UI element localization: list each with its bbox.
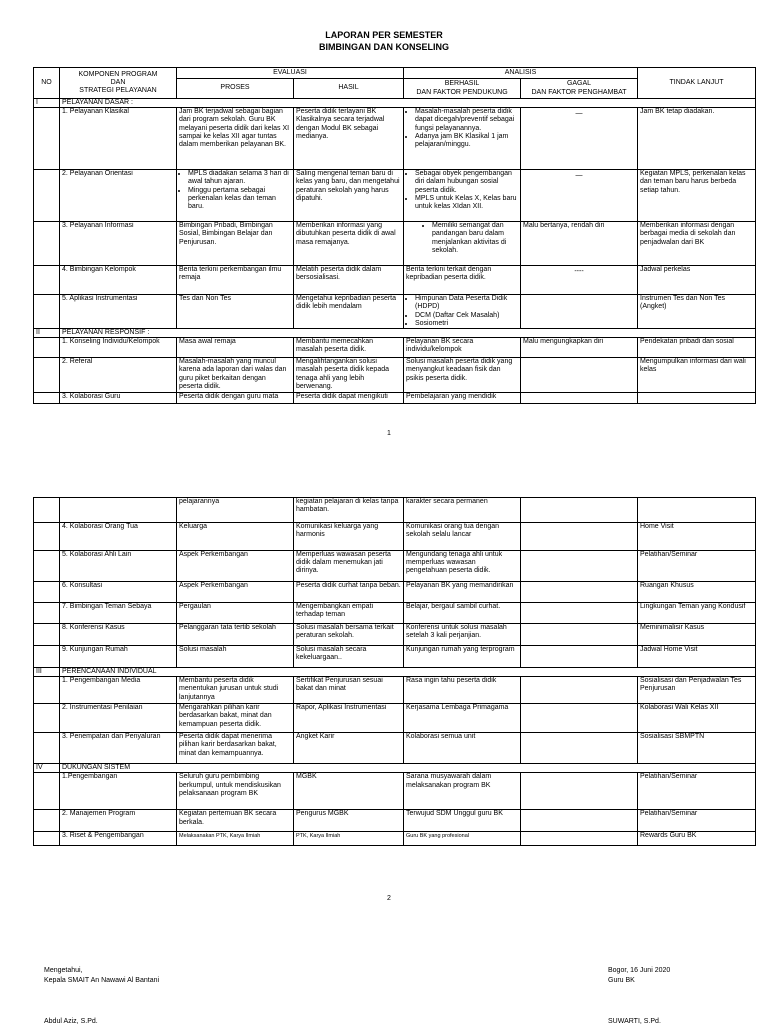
cell-hasil: Melatih peserta didik dalam bersosialisasi. [294,266,404,295]
signature-left-line1: Mengetahui, [44,967,83,974]
cell-gagal: Malu mengungkapkan diri [521,338,638,358]
cell-komponen: 1. Konseling Individu/Kelompok [60,338,177,358]
cell-berhasil: Rasa ingin tahu peserta didik [404,677,521,704]
header-komponen [60,68,177,99]
cell-berhasil: Sarana musyawarah dalam melaksanakan program BK [404,773,521,810]
cell-hasil: Sertifikat Penjurusan sesuai bakat dan minat [294,677,404,704]
berhasil-item: • Masalah-masalah peserta didik dapat dicegah/preventif sebagai fungsi pelayanannya. [415,108,518,133]
cell-gagal [521,551,638,582]
cell-komponen: 2. Referal [60,358,177,393]
cell-komponen: 7. Bimbingan Teman Sebaya [60,603,177,624]
cell-komponen: 8. Konferensi Kasus [60,624,177,646]
signature-left [44,966,159,986]
cell-proses: Pergaulan [177,603,294,624]
cell-tindak-lanjut: Pelatihan/Seminar [638,551,756,582]
header-komponen-line: KOMPONEN PROGRAM [78,70,158,78]
cell-berhasil [404,295,521,329]
section-label: PERENCANAAN INDIVIDUAL [60,668,756,677]
header-komponen-line: DAN [110,78,126,86]
cell-gagal [521,810,638,832]
cell-komponen: 5. Aplikasi Instrumentasi [60,295,177,329]
cell-proses: Mengarahkan pilihan karir berdasarkan bakat, minat dan kemampuan peserta didik. [177,704,294,733]
cell-proses: Solusi masalah [177,646,294,668]
cell-proses: Berita terkini perkembangan ilmu remaja [177,266,294,295]
cell-tindak-lanjut: Rewards Guru BK [638,832,756,846]
cell-no [34,646,60,668]
cell-hasil: Solusi masalah secara kekeluargaan.. [294,646,404,668]
cell-berhasil: Pelayanan BK yang memandirikan [404,582,521,603]
cell-gagal: — [521,108,638,170]
berhasil-item: • Himpunan Data Peserta Didik (HDPD) [415,295,518,311]
berhasil-item: • DCM (Daftar Cek Masalah) [415,312,518,320]
cell-hasil: Pengurus MGBK [294,810,404,832]
cell-tindak-lanjut: Pelatihan/Seminar [638,773,756,810]
cell-hasil: PTK, Karya Ilmiah [294,832,404,846]
berhasil-list [406,108,518,149]
cell-hasil: Mengalihtangankan solusi masalah peserta didik kepada tenaga ahli yang lebih berwenang. [294,358,404,393]
cell-proses [177,170,294,222]
table-row [34,603,756,624]
cell-gagal [521,624,638,646]
cell-komponen: 1. Pelayanan Klasikal [60,108,177,170]
cell-gagal [521,733,638,764]
header-tindak-lanjut: TINDAK LANJUT [638,68,756,99]
signature-right [608,966,670,986]
cell-gagal [521,523,638,551]
cell-proses: pelajarannya [177,498,294,523]
cell-komponen: 2. Pelayanan Orientasi [60,170,177,222]
table-row [34,338,756,358]
cell-komponen: 9. Kunjungan Rumah [60,646,177,668]
cell-hasil: Memperluas wawasan peserta didik dalam menemukan jati dirinya. [294,551,404,582]
berhasil-item: • Adanya jam BK Klasikal 1 jam pelajaran/minggu. [415,133,518,149]
report-subtitle: BIMBINGAN DAN KONSELING [319,42,449,52]
cell-komponen: 4. Bimbingan Kelompok [60,266,177,295]
cell-hasil: Angket Karir [294,733,404,764]
cell-gagal [521,295,638,329]
cell-berhasil: Berita terkini terkait dengan kepribadian peserta didik. [404,266,521,295]
cell-hasil: Peserta didik curhat tanpa beban. [294,582,404,603]
header-gagal-line: GAGAL [566,80,592,88]
cell-komponen: 6. Konsultasi [60,582,177,603]
cell-no [34,832,60,846]
cell-gagal [521,677,638,704]
cell-tindak-lanjut: Pelatihan/Seminar [638,810,756,832]
header-proses: PROSES [177,79,294,99]
cell-berhasil [404,222,521,266]
cell-komponen: 2. Manajemen Program [60,810,177,832]
cell-no [34,338,60,358]
cell-berhasil [404,108,521,170]
cell-gagal [521,773,638,810]
cell-tindak-lanjut: Jadwal Home Visit [638,646,756,668]
proses-item: • Minggu pertama sebagai perkenalan kelas dan teman baru. [188,187,291,212]
cell-proses: Jam BK terjadwal sebagai bagian dari program sekolah. Guru BK melayani peserta didik dari kelas XI sampai ke kelas XII agar tuntas dalam memberikan pelayanan BK. [177,108,294,170]
cell-hasil: Mengetahui kepribadian peserta didik lebih mendalam [294,295,404,329]
table-row [34,810,756,832]
header-gagal-line: DAN FAKTOR PENGHAMBAT [531,88,627,96]
cell-berhasil: Kerjasama Lembaga Primagama [404,704,521,733]
cell-proses: Tes dan Non Tes [177,295,294,329]
proses-item: • MPLS diadakan selama 3 hari di awal tahun ajaran. [188,170,291,186]
cell-no [34,677,60,704]
berhasil-list [406,170,518,211]
signature-right-line1: Bogor, 16 Juni 2020 [608,967,671,974]
cell-proses: Aspek Perkembangan [177,551,294,582]
cell-hasil: Saling mengenal teman baru di kelas yang baru, dan mengetahui peraturan sekolah yang harus dipatuhi. [294,170,404,222]
cell-no [34,266,60,295]
cell-proses: Pelanggaran tata tertib sekolah [177,624,294,646]
table-row [34,393,756,404]
table-row [34,108,756,170]
table-row [34,582,756,603]
cell-tindak-lanjut: Ruangan Khusus [638,582,756,603]
cell-tindak-lanjut: Instrumen Tes dan Non Tes (Angket) [638,295,756,329]
report-table-page-2 [33,497,756,846]
cell-tindak-lanjut: Mengumpulkan informasi dari wali kelas [638,358,756,393]
header-evaluasi: EVALUASI [177,68,404,79]
report-table-page-1 [33,67,756,404]
cell-komponen: 1. Pengembangan Media [60,677,177,704]
cell-gagal [521,832,638,846]
section-number: I [34,99,60,108]
cell-no [34,810,60,832]
header-komponen-line: STRATEGI PELAYANAN [79,87,157,95]
table-row [34,295,756,329]
section-number: IV [34,764,60,773]
table-row [34,624,756,646]
cell-tindak-lanjut: Home Visit [638,523,756,551]
cell-tindak-lanjut: Jadwal perkelas [638,266,756,295]
cell-komponen: 4. Kolaborasi Orang Tua [60,523,177,551]
table-row [34,498,756,523]
table-row [34,646,756,668]
cell-gagal: Malu bertanya, rendah diri [521,222,638,266]
cell-hasil: Membantu memecahkan masalah peserta didik. [294,338,404,358]
cell-proses: Kegiatan pertemuan BK secara berkala. [177,810,294,832]
signature-right-line2: Guru BK [608,977,635,984]
section-number: III [34,668,60,677]
cell-hasil: Rapor, Aplikasi Instrumentasi [294,704,404,733]
cell-proses: Masalah-masalah yang muncul karena ada laporan dari walas dan guru piket berkaitan dengan peserta didik. [177,358,294,393]
cell-berhasil: Guru BK yang profesional [404,832,521,846]
cell-hasil: Peserta didik terlayani BK Klasikalnya secara terjadwal dengan Modul BK sebagai medianya. [294,108,404,170]
table-row [34,266,756,295]
table-row [34,832,756,846]
cell-hasil: MGBK [294,773,404,810]
cell-tindak-lanjut [638,393,756,404]
berhasil-list [406,295,518,328]
section-number: II [34,329,60,338]
table-row [34,704,756,733]
cell-berhasil [404,170,521,222]
cell-gagal [521,498,638,523]
cell-hasil: kegiatan pelajaran di kelas tanpa hambatan. [294,498,404,523]
cell-no [34,295,60,329]
section-label: PELAYANAN RESPONSIF : [60,329,756,338]
berhasil-item: • Sebagai obyek pengembangan diri dalam hubungan sosial peserta didik. [415,170,518,195]
cell-berhasil: Komunikasi orang tua dengan sekolah selalu lancar [404,523,521,551]
cell-gagal [521,603,638,624]
cell-hasil: Komunikasi keluarga yang harmonis [294,523,404,551]
cell-gagal [521,358,638,393]
signature-right-name: SUWARTI, S.Pd. [608,1018,661,1025]
cell-tindak-lanjut: Meminimalisir Kasus [638,624,756,646]
cell-no [34,108,60,170]
signature-left-name: Abdul Aziz, S.Pd. [44,1018,98,1025]
cell-proses: Seluruh guru pembimbing berkumpul, untuk mendiskusikan pelaksanaan program BK [177,773,294,810]
table-row [34,358,756,393]
cell-no [34,582,60,603]
cell-tindak-lanjut: Lingkungan Teman yang Kondusif [638,603,756,624]
cell-komponen [60,498,177,523]
cell-tindak-lanjut: Jam BK tetap diadakan. [638,108,756,170]
cell-gagal: — [521,170,638,222]
cell-komponen: 2. Instrumentasi Penilaian [60,704,177,733]
header-no: NO [34,68,60,99]
cell-hasil: Solusi masalah bersama terkait peraturan sekolah. [294,624,404,646]
cell-berhasil: Kolaborasi semua unit [404,733,521,764]
cell-komponen: 3. Kolaborasi Guru [60,393,177,404]
cell-no [34,222,60,266]
cell-tindak-lanjut: Kegiatan MPLS, perkenalan kelas dan teman baru harus berbeda setiap tahun. [638,170,756,222]
cell-berhasil: Pembelajaran yang mendidik [404,393,521,404]
cell-gagal [521,393,638,404]
section-row [34,668,756,677]
table-row [34,222,756,266]
cell-no [34,170,60,222]
table-row [34,773,756,810]
header-gagal [521,79,638,99]
cell-no [34,523,60,551]
cell-no [34,498,60,523]
cell-proses: Keluarga [177,523,294,551]
cell-tindak-lanjut: Sosialisasi SBMPTN [638,733,756,764]
cell-komponen: 5. Kolaborasi Ahli Lain [60,551,177,582]
cell-komponen: 3. Riset & Pengembangan [60,832,177,846]
cell-hasil: Memberikan informasi yang dibutuhkan peserta didik di awal masa remajanya. [294,222,404,266]
table-row [34,170,756,222]
cell-tindak-lanjut: Pendekatan pribadi dan sosial [638,338,756,358]
cell-no [34,733,60,764]
cell-no [34,551,60,582]
header-berhasil-line: DAN FAKTOR PENDUKUNG [416,88,508,96]
berhasil-list [406,222,518,255]
page-number: 1 [387,430,391,437]
cell-gagal [521,646,638,668]
cell-berhasil: karakter secara permanen [404,498,521,523]
cell-gagal [521,704,638,733]
cell-no [34,704,60,733]
cell-komponen: 3. Pelayanan Informasi [60,222,177,266]
cell-proses: Aspek Perkembangan [177,582,294,603]
cell-proses: Bimbingan Pribadi, Bimbingan Sosial, Bimbingan Belajar dan Penjurusan. [177,222,294,266]
cell-proses: Peserta didik dengan guru mata [177,393,294,404]
berhasil-item: • Sosiometri [415,320,518,328]
berhasil-item: • MPLS untuk Kelas X, Kelas baru untuk kelas XIdan XII. [415,195,518,211]
table-row [34,551,756,582]
cell-berhasil: Solusi masalah peserta didik yang menyangkut keadaan fisik dan psikis peserta didik. [404,358,521,393]
cell-no [34,773,60,810]
cell-berhasil: Belajar, bergaul sambil curhat. [404,603,521,624]
cell-gagal: ---- [521,266,638,295]
cell-tindak-lanjut [638,498,756,523]
cell-gagal [521,582,638,603]
table-row [34,733,756,764]
cell-no [34,358,60,393]
cell-proses: Melaksanakan PTK, Karya Ilmiah [177,832,294,846]
header-berhasil [404,79,521,99]
cell-proses: Peserta didik dapat menerima pilihan karir berdasarkan bakat, minat dan kemampuannya. [177,733,294,764]
report-title: LAPORAN PER SEMESTER [325,30,443,40]
section-row [34,764,756,773]
page-number: 2 [387,895,391,902]
cell-berhasil: Terwujud SDM Unggul guru BK [404,810,521,832]
signature-left-line2: Kepala SMAIT An Nawawi Al Bantani [44,977,160,984]
cell-tindak-lanjut: Sosialisasi dan Penjadwalan Tes Penjurusan [638,677,756,704]
section-row [34,329,756,338]
section-label: PELAYANAN DASAR : [60,99,756,108]
table-row [34,677,756,704]
table-row [34,523,756,551]
cell-no [34,393,60,404]
header-hasil: HASIL [294,79,404,99]
cell-tindak-lanjut: Kolaborasi Wali Kelas XII [638,704,756,733]
section-label: DUKUNGAN SISTEM [60,764,756,773]
cell-berhasil: Mengundang tenaga ahli untuk memperluas wawasan pengetahuan peserta didik. [404,551,521,582]
header-berhasil-line: BERHASIL [444,80,480,88]
cell-proses: Masa awal remaja [177,338,294,358]
cell-komponen: 1.Pengembangan [60,773,177,810]
cell-proses: Membantu peserta didik menentukan jurusan untuk studi lanjutannya [177,677,294,704]
header-analisis: ANALISIS [404,68,638,79]
berhasil-item: • Memiliki semangat dan pandangan baru dalam menjalankan aktivitas di sekolah. [432,222,518,255]
cell-komponen: 3. Penempatan dan Penyaluran [60,733,177,764]
cell-tindak-lanjut: Memberikan informasi dengan berbagai media di sekolah dan penjadwalan dari BK [638,222,756,266]
proses-list [179,170,291,211]
cell-hasil: Mengembangkan empati terhadap teman [294,603,404,624]
cell-no [34,624,60,646]
cell-hasil: Peserta didik dapat mengikuti [294,393,404,404]
cell-no [34,603,60,624]
cell-berhasil: Kunjungan rumah yang terprogram [404,646,521,668]
section-row [34,99,756,108]
cell-berhasil: Pelayanan BK secara individu/kelompok [404,338,521,358]
cell-berhasil: Konferensi untuk solusi masalah setelah 3 kali perjanjian. [404,624,521,646]
